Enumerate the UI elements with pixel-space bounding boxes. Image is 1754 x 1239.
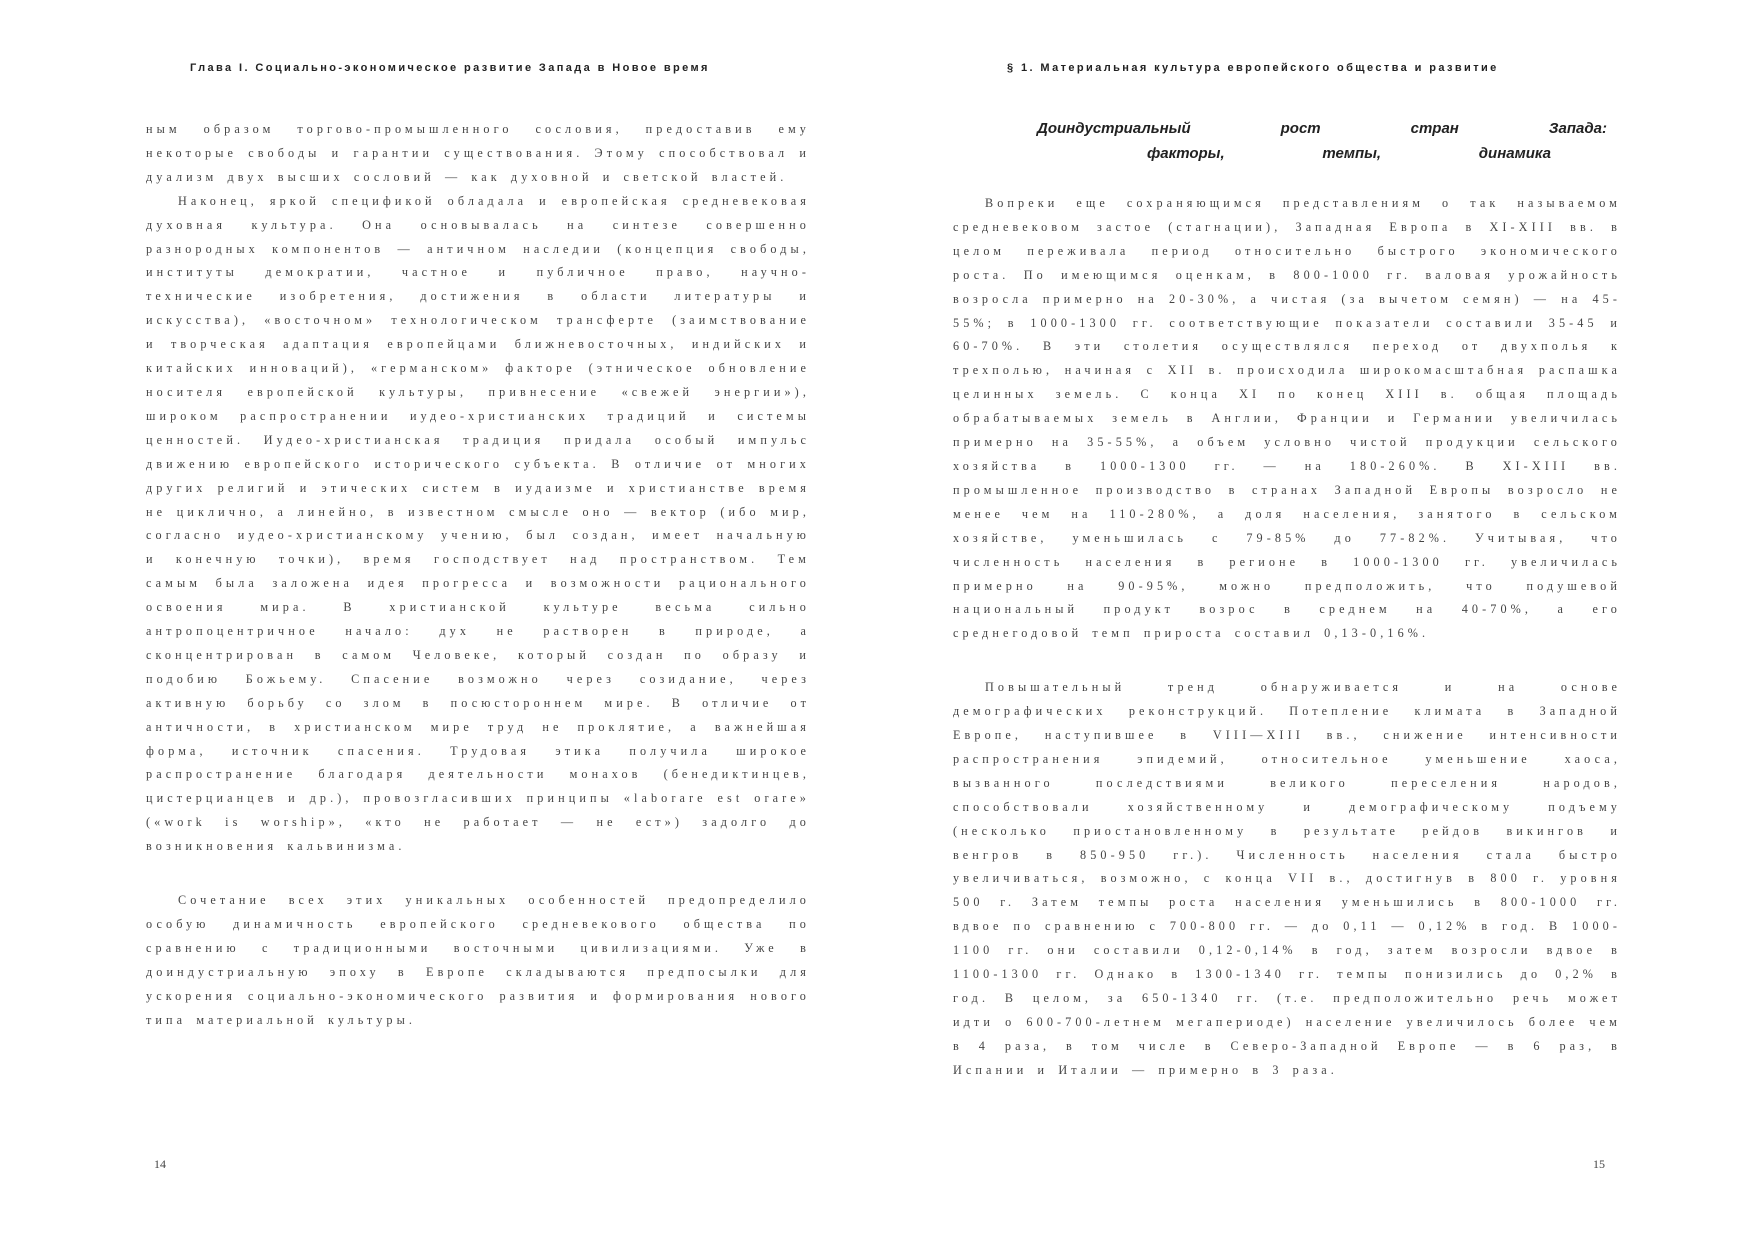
heading-word: темпы, [1322, 145, 1382, 162]
running-head: § 1. Материальная культура европейского общества и развитие [1007, 62, 1499, 74]
section-heading [1037, 116, 1607, 166]
section-heading-line [1037, 141, 1607, 166]
body-text [953, 192, 1621, 1083]
section-heading-line [1037, 116, 1607, 141]
page-number: 15 [1593, 1157, 1605, 1171]
heading-word: динамика [1478, 145, 1551, 162]
paragraph: ным образом торгово-промышленного сословия, предоставив ему некоторые свободы и гарантии существования. Этому способствовал и дуализм двух высших сословий — как духовной и светской властей. [146, 122, 810, 184]
paragraph: Повышательный тренд обнаруживается и на основе демографических реконструкций. Потепление климата в Западной Европе, наступившее в VIII—XIII вв., снижение интенсивности распространения эпидемий, относительное уменьшение хаоса, вызванного последствиями великого переселения народов, способствовали хозяйственному и демографическому подъему (несколько приостановленному в результате рейдов викингов и венгров в 850-950 гг.). Численность населения стала быстро увеличиваться, возможно, с конца VII в., достигнув в 800 г. уровня 500 г. Затем темпы роста населения уменьшились в 800-1000 гг. вдвое по сравнению с 700-800 гг. — до 0,11 — 0,12% в год. В 1000-1100 гг. они составили 0,12-0,14% в год, затем возросли вдвое в 1100-1300 гг. Однако в 1300-1340 гг. темпы понизились до 0,2% в год. В целом, за 650-1340 гг. (т.е. предположительно речь может идти о 600-700-летнем мегапериоде) население увеличилось более чем в 4 раза, в том числе в Северо-Западной Европе — в 6 раз, в Испании и Италии — примерно в 3 раза. [953, 680, 1621, 1077]
heading-word: Запада: [1548, 120, 1607, 137]
heading-word: рост [1280, 120, 1321, 137]
page-number: 14 [154, 1157, 166, 1171]
paragraph: Вопреки еще сохраняющимся представлениям о так называемом средневековом застое (стагнации), Западная Европа в XI-XIII вв. в целом переживала период относительно быстрого экономического роста. По имеющимся оценкам, в 800-1000 гг. валовая урожайность возросла примерно на 20-30%, а чистая (за вычетом семян) — на 45-55%; в 1000-1300 гг. соответствующие показатели составили 35-45 и 60-70%. В эти столетия осуществлялся переход от двухполья к трехполью, начиная с XII в. происходила широкомасштабная распашка целинных земель. С конца XI по конец XIII в. общая площадь обрабатываемых земель в Англии, Франции и Германии увеличилась примерно на 35-55%, а объем условно чистой продукции сельского хозяйства в 1000-1300 гг. — на 180-260%. В XI-XIII вв. промышленное производство в странах Западной Европы возросло не менее чем на 110-280%, а доля населения, занятого в сельском хозяйстве, уменьшилась с 79-85% до 77-82%. Учитывая, что численность населения в регионе в 1000-1300 гг. увеличилась примерно на 90-95%, можно предположить, что подушевой национальный продукт возрос в среднем на 40-70%, а его среднегодовой темп прироста составил 0,13-0,16%. [953, 196, 1621, 641]
heading-word: факторы, [1147, 145, 1225, 162]
paragraph: Наконец, яркой спецификой обладала и европейская средневековая духовная культура. Она основывалась на синтезе совершенно разнородных компонентов — античном наследии (концепция свободы, институты демократии, частное и публичное право, научно-технические изобретения, достижения в области литературы и искусства), «восточном» технологическом трансферте (заимствование и творческая адаптация европейцами ближневосточных, индийских и китайских инноваций), «германском» факторе (этническое обновление носителя европейской культуры, привнесение «свежей энергии»), широком распространении иудео-христианских традиций и системы ценностей. Иудео-христианская традиция придала особый импульс движению европейского исторического субъекта. В отличие от многих других религий и этических систем в иудаизме и христианстве время не циклично, а линейно, в известном смысле оно — вектор (ибо мир, согласно иудео-христианскому учению, был создан, имеет начальную и конечную точки), время господствует над пространством. Тем самым была заложена идея прогресса и возможности рационального освоения мира. В христианской культуре весьма сильно антропоцентричное начало: дух не растворен в природе, а сконцентрирован в самом Человеке, который создан по образу и подобию Божьему. Спасение возможно через созидание, через активную борьбу со злом в посюстороннем мире. В отличие от античности, в христианском мире труд не проклятие, а важнейшая форма, источник спасения. Трудовая этика получила широкое распространение благодаря деятельности монахов (бенедиктинцев, цистерцианцев и др.), провозгласивших принципы «laborare est orare» («work is worship», «кто не работает — не ест») задолго до возникновения кальвинизма. [146, 193, 810, 854]
right-page [877, 0, 1754, 1239]
body-text [146, 118, 810, 1033]
heading-word: Доиндустриальный [1037, 120, 1191, 137]
paragraph: Сочетание всех этих уникальных особенностей предопределило особую динамичность европейского средневекового общества по сравнению с традиционными восточными цивилизациями. Уже в доиндустриальную эпоху в Европе складываются предпосылки для ускорения социально-экономического развития и формирования нового типа материальной культуры. [146, 893, 810, 1027]
heading-word: стран [1410, 120, 1459, 137]
running-head: Глава I. Социально-экономическое развитие Запада в Новое время [190, 62, 710, 74]
